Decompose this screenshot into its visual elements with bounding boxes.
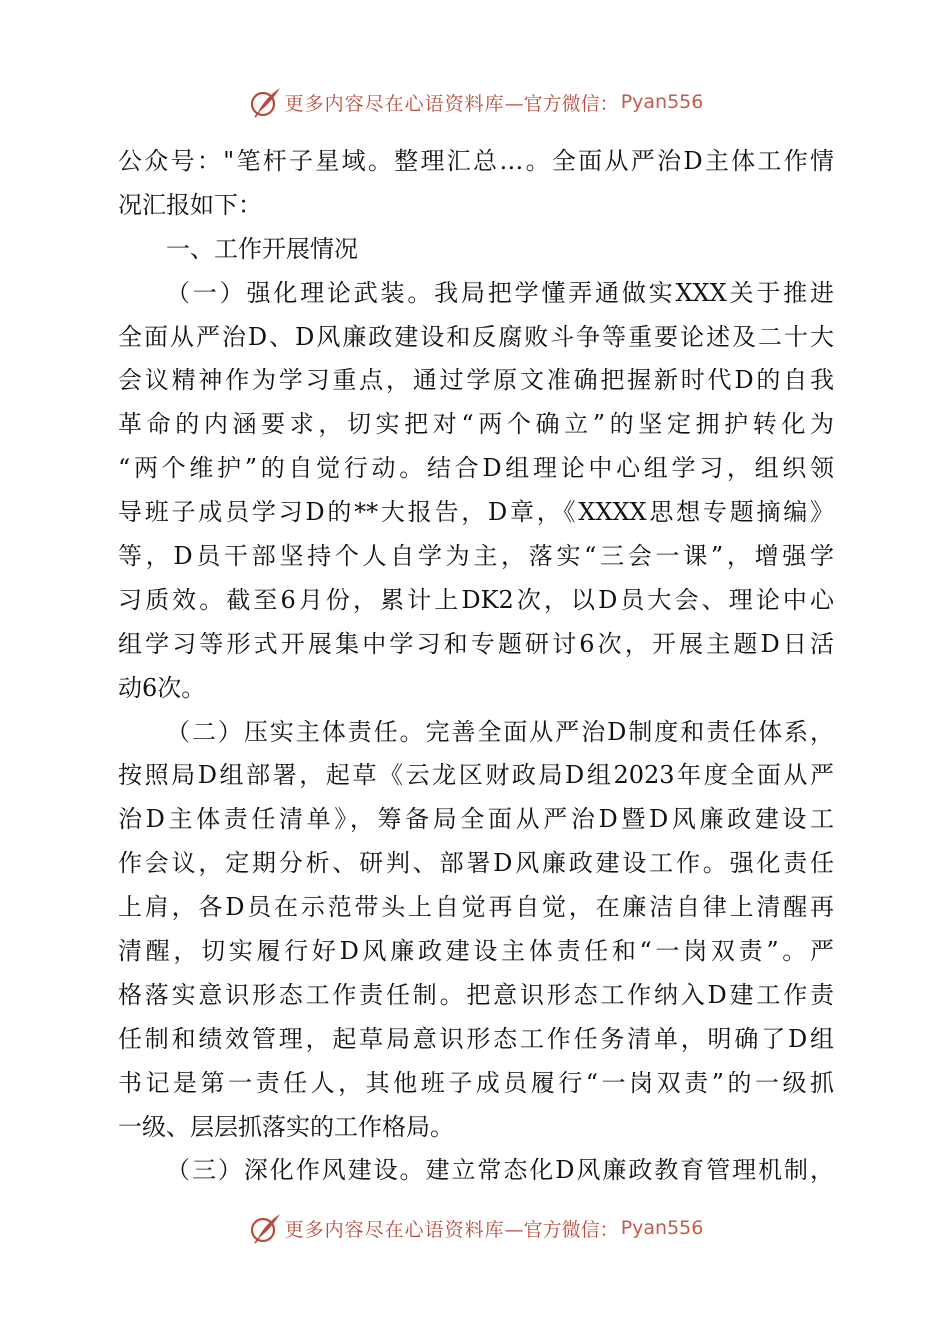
watermark-text: 更多内容尽在心语资料库 [284,1218,505,1241]
watermark-separator: —官方微信： [504,1218,619,1241]
paragraph-line: 书记是第一责任人，其他班子成员履行“一岗双责”的一级抓 [118,1068,834,1097]
paragraph-line: 格落实意识形态工作责任制。把意识形态工作纳入D建工作责 [118,980,834,1009]
watermark-account: Pyan556 [620,91,704,113]
paragraph-line: 况汇报如下： [118,190,262,219]
feather-pen-circle-icon [247,1210,283,1246]
header-watermark [0,82,950,122]
paragraph-line: 一级、层层抓落实的工作格局。 [118,1112,454,1141]
paragraph-line: 等，D员干部坚持个人自学为主，落实“三会一课”，增强学 [118,542,834,571]
paragraph-line: 导班子成员学习D的**大报告，D章，《XXXX思想专题摘编》 [118,498,834,527]
footer-watermark [0,1208,950,1248]
paragraph-line: 作会议，定期分析、研判、部署D风廉政建设工作。强化责任 [118,849,834,878]
paragraph-line: 任制和绩效管理，起草局意识形态工作任务清单，明确了D组 [118,1024,834,1053]
watermark-text: 更多内容尽在心语资料库 [284,92,505,115]
paragraph-line: 会议精神作为学习重点，通过学原文准确把握新时代D的自我 [118,366,834,395]
paragraph-line: 动6次。 [118,673,206,702]
paragraph-line: （一）强化理论武装。我局把学懂弄通做实XXX关于推进 [166,278,834,307]
watermark-account: Pyan556 [620,1217,704,1239]
paragraph-line: 全面从严治D、D风廉政建设和反腐败斗争等重要论述及二十大 [118,322,834,351]
paragraph-line: 组学习等形式开展集中学习和专题研讨6次，开展主题D日活 [118,629,834,658]
paragraph-line: （三）深化作风建设。建立常态化D风廉政教育管理机制， [166,1156,834,1185]
paragraph-line: 清醒，切实履行好D风廉政建设主体责任和“一岗双责”。严 [118,937,834,966]
paragraph-line: 治D主体责任清单》，筹备局全面从严治D暨D风廉政建设工 [118,805,834,834]
paragraph-line: 按照局D组部署，起草《云龙区财政局D组2023年度全面从严 [118,761,834,790]
paragraph-line: “两个维护”的自觉行动。结合D组理论中心组学习，组织领 [118,454,834,483]
paragraph-line: 革命的内涵要求，切实把对“两个确立”的坚定拥护转化为 [118,410,834,439]
paragraph-line: 公众号："笔杆子星域。整理汇总…。全面从严治D主体工作情 [118,147,834,175]
watermark-separator: —官方微信： [504,92,619,115]
paragraph-line: 上肩，各D员在示范带头上自觉再自觉，在廉洁自律上清醒再 [118,893,834,922]
section-heading: 一、工作开展情况 [166,234,358,263]
feather-pen-circle-icon [247,84,283,120]
document-body [118,140,834,1193]
paragraph-line: 习质效。截至6月份，累计上DK2次，以D员大会、理论中心 [118,585,834,614]
paragraph-line: （二）压实主体责任。完善全面从严治D制度和责任体系， [166,717,834,746]
